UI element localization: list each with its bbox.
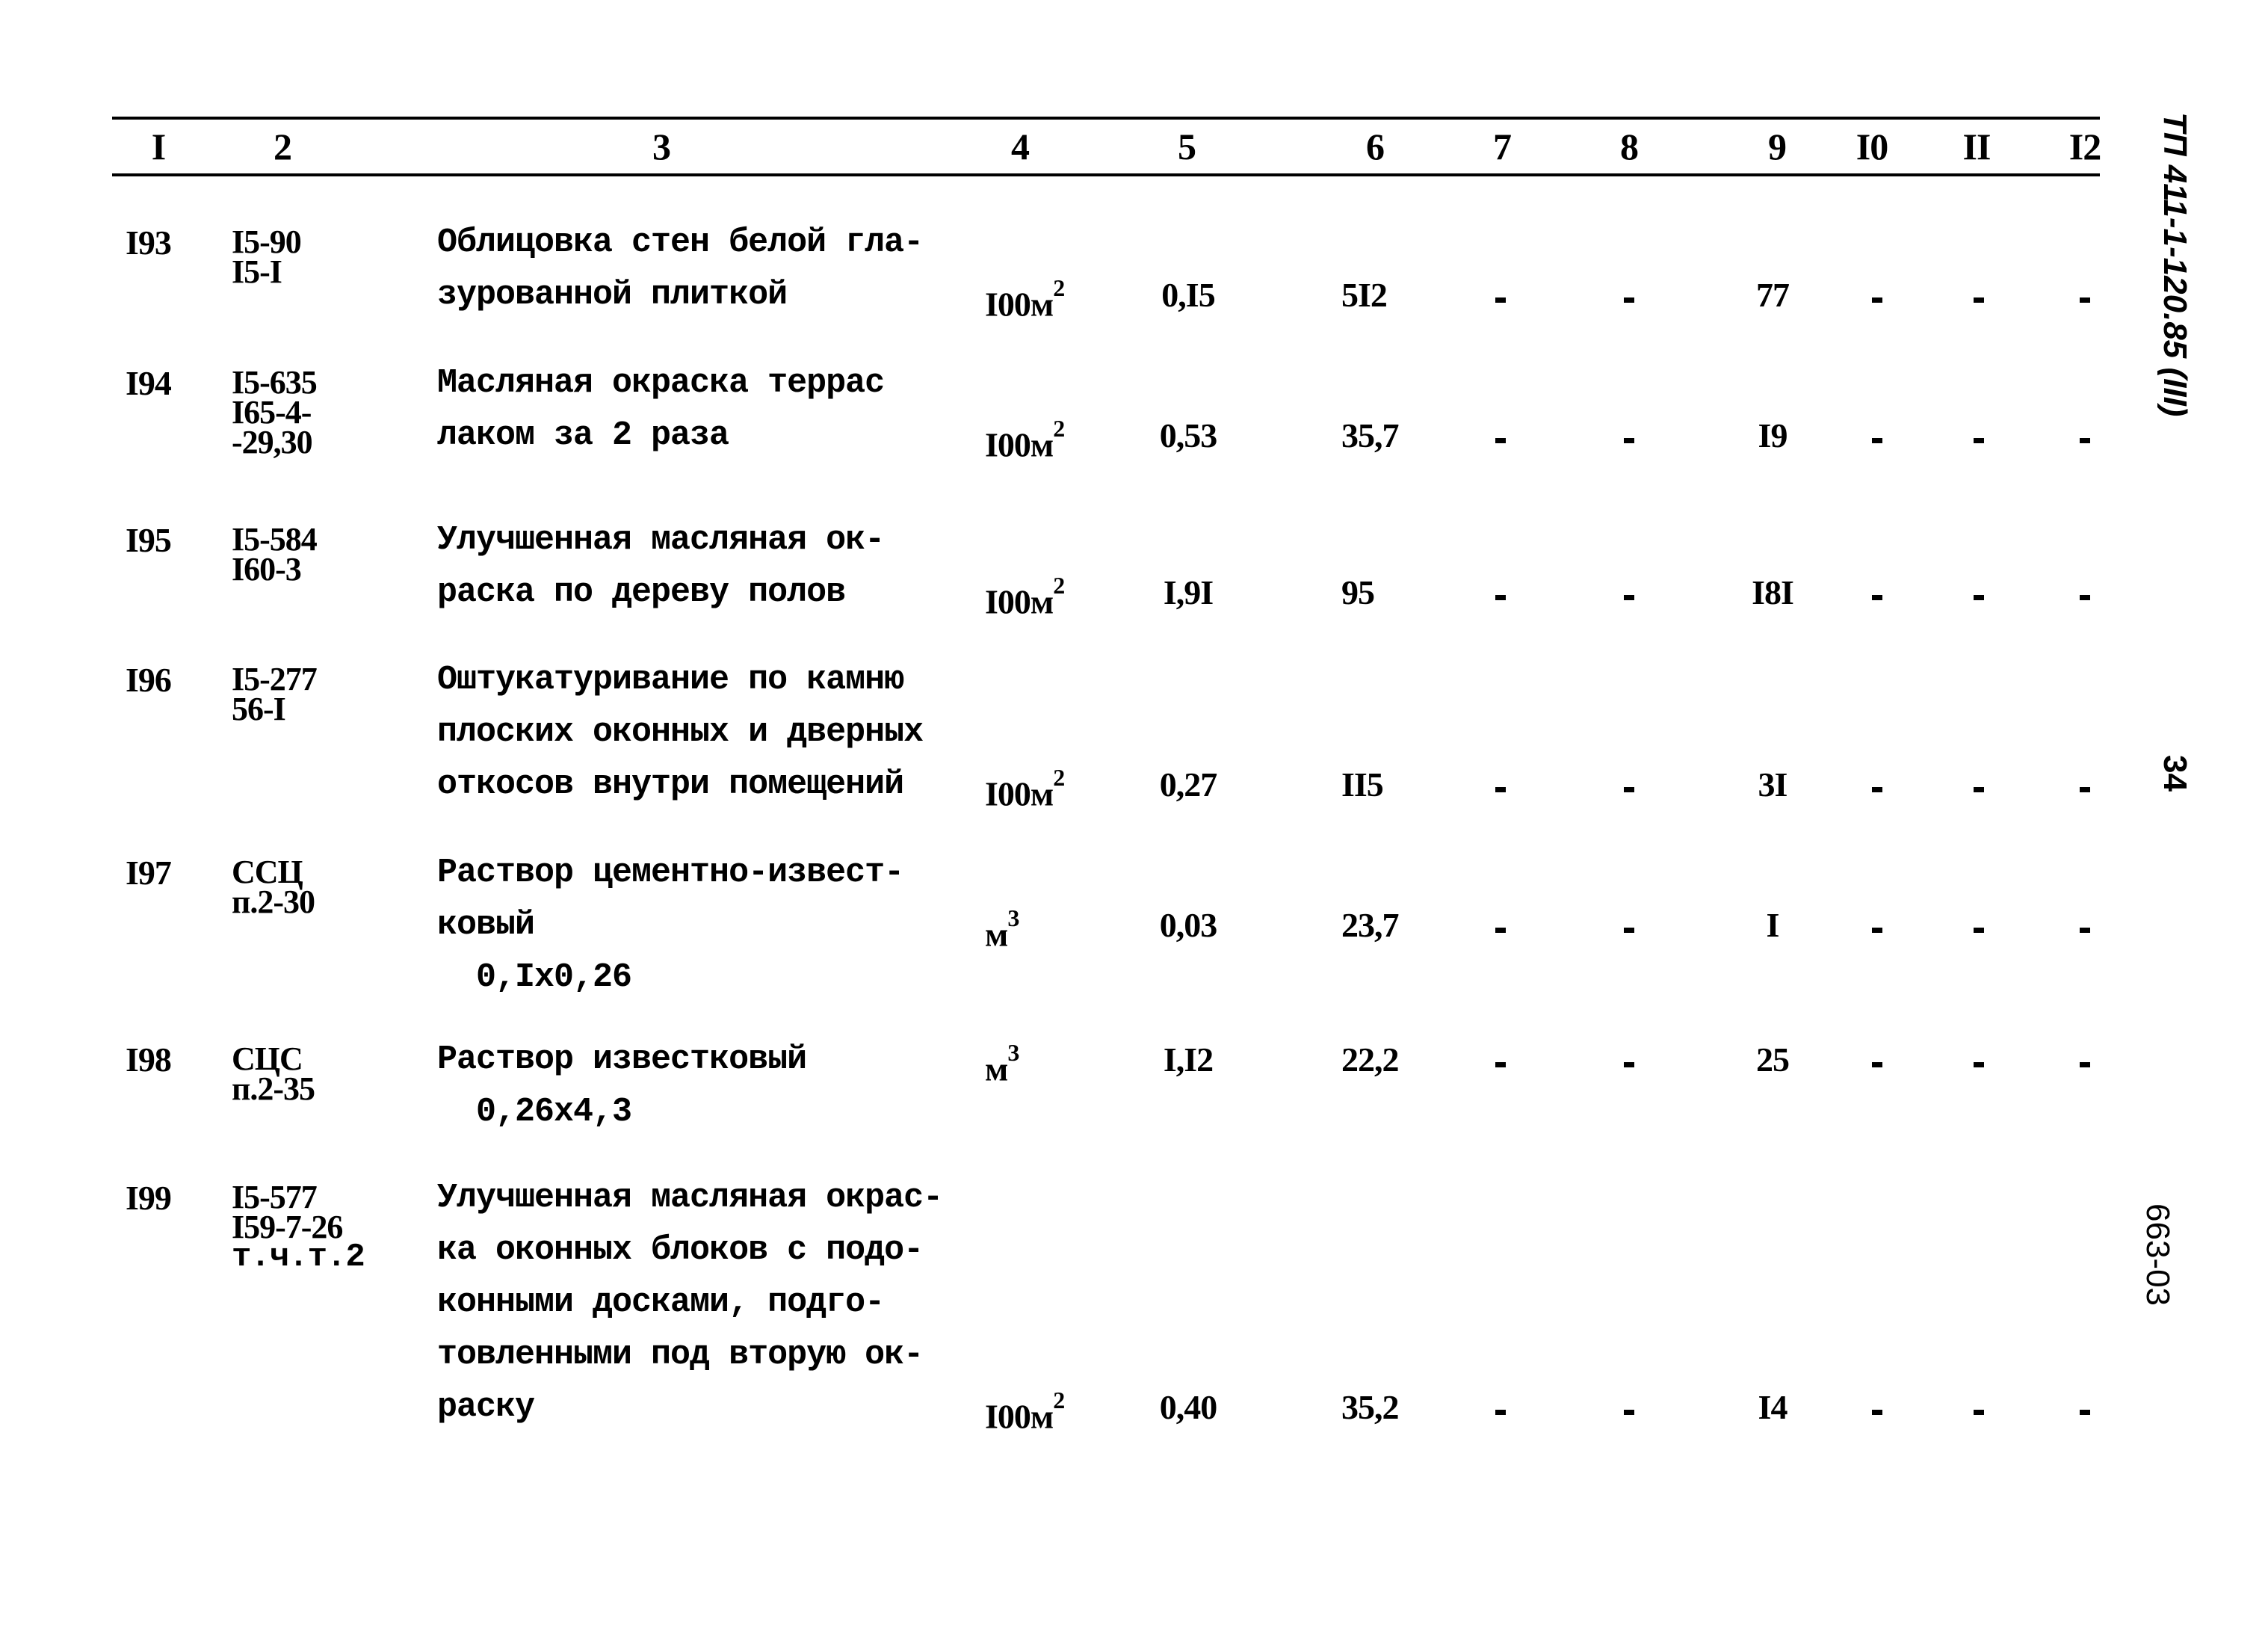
norm-code-line: I5-577 — [232, 1179, 317, 1215]
col-12-dash — [2080, 928, 2090, 933]
description-line: откосов внутри помещений — [437, 765, 904, 804]
norm-code-line: т.ч.т.2 — [232, 1239, 365, 1276]
norm-code-line: I5-90 — [232, 223, 301, 260]
col-6-value: II5 — [1341, 765, 1383, 804]
description-line: Улучшенная масляная ок- — [437, 521, 885, 559]
description-line: 0,Iх0,26 — [437, 958, 632, 996]
col-8-dash — [1624, 1062, 1634, 1067]
norm-code — [232, 854, 315, 920]
col-header-4: 4 — [1011, 126, 1029, 167]
description-line: конными досками, подго- — [437, 1283, 885, 1322]
description-line: Оштукатуривание по камню — [437, 661, 904, 699]
col-header-1: I — [151, 126, 166, 167]
col-12-dash — [2080, 787, 2090, 792]
unit-exponent: 2 — [1053, 415, 1065, 442]
description-line: Облицовка стен белой гла- — [437, 223, 924, 262]
work-description — [437, 654, 923, 811]
col-11-dash — [1974, 438, 1984, 443]
col-8-dash — [1624, 928, 1634, 933]
norm-code-line: ССЦ — [232, 854, 303, 890]
unit-of-measure: $м^3$ — [985, 904, 1019, 954]
col-12-dash — [2080, 1410, 2090, 1415]
norm-code-line: I59-7-26 — [232, 1209, 343, 1245]
quantity: 0,27 — [1159, 765, 1217, 804]
description-line: раску — [437, 1388, 535, 1426]
col-header-8: 8 — [1620, 126, 1638, 167]
col-11-dash — [1974, 595, 1984, 600]
col-10-dash — [1872, 297, 1882, 303]
unit-of-measure: $I00м^2$ — [985, 572, 1065, 621]
row-number: I99 — [126, 1179, 171, 1217]
row-number: I93 — [126, 223, 171, 262]
norm-code-line: I60-3 — [232, 551, 301, 588]
quantity: 0,40 — [1159, 1388, 1217, 1426]
work-description — [437, 357, 884, 462]
col-9-value: I — [1766, 906, 1779, 944]
row-number: I95 — [126, 521, 171, 559]
col-10-dash — [1872, 1062, 1882, 1067]
col-8-dash — [1624, 595, 1634, 600]
col-9-value: 25 — [1756, 1040, 1789, 1079]
unit-exponent: 2 — [1053, 274, 1065, 301]
unit-exponent: 3 — [1007, 1039, 1019, 1066]
col-9-value: I4 — [1758, 1388, 1787, 1426]
col-6-value: 35,7 — [1341, 416, 1399, 454]
description-line: зурованной плиткой — [437, 276, 788, 314]
header-bottom-rule — [112, 173, 2100, 176]
norm-code — [232, 661, 317, 727]
col-12-dash — [2080, 438, 2090, 443]
row-number: I98 — [126, 1040, 171, 1079]
col-11-dash — [1974, 787, 1984, 792]
description-line: лаком за 2 раза — [437, 416, 729, 454]
work-description — [437, 514, 884, 619]
description-line: раска по дереву полов — [437, 573, 846, 611]
norm-code-line: I5-I — [232, 253, 282, 290]
row-number: I97 — [126, 854, 171, 892]
unit-of-measure: $I00м^2$ — [985, 1387, 1065, 1436]
col-10-dash — [1872, 928, 1882, 933]
col-11-dash — [1974, 297, 1984, 303]
col-header-10: I0 — [1856, 126, 1888, 167]
norm-code — [232, 1179, 365, 1276]
norm-code-line: I65-4- — [232, 394, 312, 431]
unit-of-measure: $I00м^2$ — [985, 764, 1065, 813]
col-12-dash — [2080, 297, 2090, 303]
norm-code-line: I5-584 — [232, 521, 317, 558]
description-line: 0,26х4,3 — [437, 1093, 632, 1131]
norm-code-line: -29,30 — [232, 424, 312, 460]
page-number: 34 — [2157, 755, 2193, 792]
col-7-dash — [1495, 297, 1506, 303]
work-description — [437, 847, 903, 1004]
description-line: ковый — [437, 906, 535, 944]
description-line: плоских оконных и дверных — [437, 713, 924, 751]
work-description — [437, 217, 923, 321]
col-header-3: 3 — [652, 126, 670, 167]
col-8-dash — [1624, 297, 1634, 303]
norm-code-line: СЦС — [232, 1040, 303, 1077]
archive-code: 663-03 — [2139, 1203, 2176, 1307]
norm-code — [232, 364, 317, 460]
col-9-value: I8I — [1752, 573, 1793, 611]
col-7-dash — [1495, 1410, 1506, 1415]
col-header-9: 9 — [1768, 126, 1786, 167]
col-11-dash — [1974, 928, 1984, 933]
description-line: Масляная окраска террас — [437, 364, 885, 402]
norm-code-line: I5-635 — [232, 364, 317, 401]
col-6-value: 35,2 — [1341, 1388, 1399, 1426]
col-11-dash — [1974, 1410, 1984, 1415]
work-description — [437, 1034, 806, 1138]
col-header-6: 6 — [1366, 126, 1384, 167]
col-12-dash — [2080, 1062, 2090, 1067]
header-top-rule — [112, 117, 2100, 120]
col-10-dash — [1872, 1410, 1882, 1415]
row-number: I96 — [126, 661, 171, 699]
norm-code-line: п.2-30 — [232, 884, 315, 920]
col-7-dash — [1495, 1062, 1506, 1067]
unit-exponent: 2 — [1053, 764, 1065, 791]
col-8-dash — [1624, 1410, 1634, 1415]
col-6-value: 23,7 — [1341, 906, 1399, 944]
col-header-12: I2 — [2068, 126, 2101, 167]
col-header-5: 5 — [1178, 126, 1196, 167]
col-7-dash — [1495, 438, 1506, 443]
col-9-value: I9 — [1758, 416, 1787, 454]
col-header-2: 2 — [274, 126, 291, 167]
col-10-dash — [1872, 787, 1882, 792]
col-header-7: 7 — [1493, 126, 1511, 167]
col-6-value: 5I2 — [1341, 276, 1387, 314]
unit-exponent: 2 — [1053, 1387, 1065, 1413]
unit-exponent: 2 — [1053, 572, 1065, 599]
col-7-dash — [1495, 787, 1506, 792]
description-line: Улучшенная масляная окрас- — [437, 1179, 943, 1217]
norm-code — [232, 1040, 315, 1107]
norm-code-line: 56-I — [232, 691, 285, 727]
col-10-dash — [1872, 595, 1882, 600]
col-7-dash — [1495, 595, 1506, 600]
unit-of-measure: $I00м^2$ — [985, 415, 1065, 464]
unit-of-measure: $I00м^2$ — [985, 274, 1065, 324]
document-code: ТП 411-1-120.85 (III) — [2157, 112, 2193, 417]
col-6-value: 95 — [1341, 573, 1374, 611]
norm-code-line: п.2-35 — [232, 1070, 315, 1107]
description-line: товленными под вторую ок- — [437, 1336, 924, 1374]
col-10-dash — [1872, 438, 1882, 443]
norm-code-line: I5-277 — [232, 661, 317, 697]
quantity: I,I2 — [1163, 1040, 1214, 1079]
col-9-value: 77 — [1756, 276, 1789, 314]
col-header-11: II — [1962, 126, 1991, 167]
unit-of-measure: $м^3$ — [985, 1039, 1019, 1088]
col-11-dash — [1974, 1062, 1984, 1067]
quantity: 0,03 — [1159, 906, 1217, 944]
description-line: Раствор известковый — [437, 1040, 807, 1079]
col-6-value: 22,2 — [1341, 1040, 1399, 1079]
quantity: 0,I5 — [1161, 276, 1215, 314]
unit-exponent: 3 — [1007, 904, 1019, 931]
col-12-dash — [2080, 595, 2090, 600]
work-description — [437, 1172, 942, 1434]
norm-code — [232, 223, 301, 290]
row-number: I94 — [126, 364, 171, 402]
quantity: 0,53 — [1159, 416, 1217, 454]
col-8-dash — [1624, 787, 1634, 792]
quantity: I,9I — [1163, 573, 1214, 611]
description-line: ка оконных блоков с подо- — [437, 1231, 924, 1269]
col-7-dash — [1495, 928, 1506, 933]
col-9-value: 3I — [1758, 765, 1787, 804]
col-8-dash — [1624, 438, 1634, 443]
norm-code — [232, 521, 317, 588]
description-line: Раствор цементно-извест- — [437, 854, 904, 892]
